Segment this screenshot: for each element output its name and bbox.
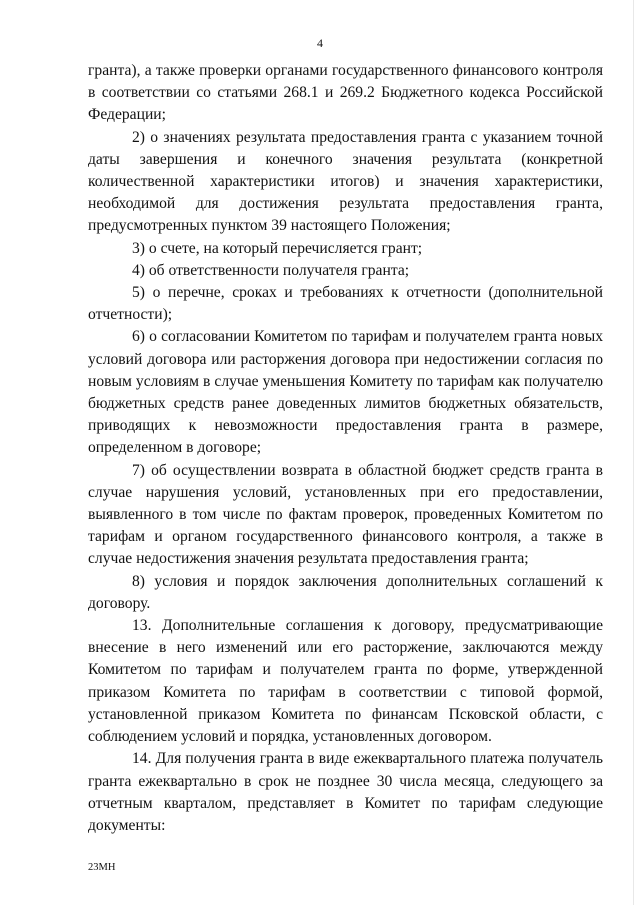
page-number: 4	[317, 36, 323, 50]
paragraph-item-7: 7) об осуществлении возврата в областной бюджет средств гранта в случае нарушения условий, установленных при его предоставлении, выявленного в том числе по фактам проверок, проведенных Комитетом по тарифам и органом государственного финансового контроля, а также в случае недостижения значения результата предоставления гранта;	[88, 461, 603, 568]
paragraph-item-5: 5) о перечне, сроках и требованиях к отчетности (дополнительной отчетности);	[88, 284, 603, 324]
paragraph-continuation: гранта), а также проверки органами государственного финансового контроля в соответствии со статьями 268.1 и 269.2 Бюджетного кодекса Российской Федерации;	[88, 62, 603, 124]
scan-edge	[633, 0, 634, 905]
paragraph-section-14: 14. Для получения гранта в виде ежеквартального платежа получатель гранта ежеквартально в срок не позднее 30 числа месяца, следующего за отчетным кварталом, представляет в Комитет по тарифам следующие документы:	[88, 750, 603, 834]
paragraph-item-2: 2) о значениях результата предоставления гранта с указанием точной даты завершения и конечного значения результата (конкретной количественной характеристики итогов) и значения характеристики, необходимой для достижения результата предоставления гранта, предусмотренных пунктом 39 настоящего Положения;	[88, 128, 603, 235]
footer-code: 23МН	[88, 862, 116, 873]
paragraph-item-4: 4) об ответственности получателя гранта;	[132, 261, 410, 279]
paragraph-item-8: 8) условия и порядок заключения дополнительных соглашений к договору.	[88, 572, 603, 612]
paragraph-item-6: 6) о согласовании Комитетом по тарифам и получателем гранта новых условий договора или расторжения договора при недостижении согласия по новым условиям в случае уменьшения Комитету по тарифам как получателю бюджетных средств ранее доведенных лимитов бюджетных обязательств, приводящих к невозможности предоставления гранта в размере, определенном в договоре;	[88, 328, 603, 457]
document-body	[88, 60, 603, 837]
paragraph-item-3: 3) о счете, на который перечисляется грант;	[132, 239, 423, 257]
paragraph-section-13: 13. Дополнительные соглашения к договору, предусматривающие внесение в него изменений или его расторжение, заключаются между Комитетом по тарифам и получателем гранта по форме, утвержденной приказом Комитета по тарифам в соответствии с типовой формой, установленной приказом Комитета по финансам Псковской области, с соблюдением условий и порядка, установленных договором.	[88, 617, 603, 746]
